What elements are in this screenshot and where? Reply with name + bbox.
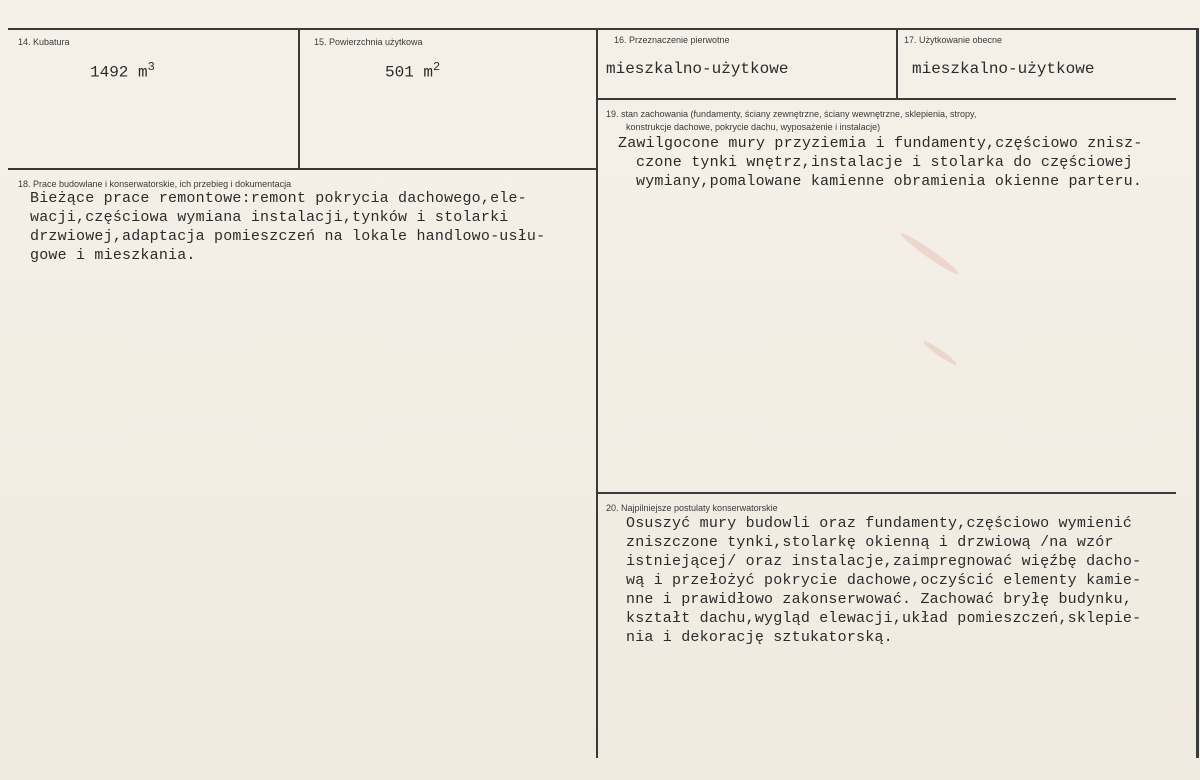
rule-under-14-15 [8,168,598,170]
field-16-value: mieszkalno-użytkowe [606,60,789,78]
usable-area-value: 501 m [385,63,434,82]
divider-14-15 [298,28,300,170]
text-line: wacji,częściowa wymiana instalacji,tynków i stolarki [30,209,509,226]
field-19-label: 19. stan zachowania (fundamenty, ściany zewnętrzne, ściany wewnętrzne, sklepienia, stropy, [606,109,977,119]
divider-16-17 [896,28,898,98]
text-line: czone tynki wnętrz,instalacje i stolarka do częściowej [636,154,1133,171]
cubature-value: 1492 m [90,63,148,82]
field-14-value [90,60,155,81]
field-17-label: 17. Użytkowanie obecne [904,35,1003,45]
text-line: wymiany,pomalowane kamienne obramienia okienne parteru. [636,173,1143,190]
field-20-label: 20. Najpilniejsze postulaty konserwatorskie [606,503,778,513]
text-line: drzwiowej,adaptacja pomieszczeń na lokale handlowo-usłu- [30,228,546,245]
right-edge [1196,28,1199,758]
text-line: Osuszyć mury budowli oraz fundamenty,częściowo wymienić [626,515,1133,532]
text-line: istniejącej/ oraz instalacje,zaimpregnować więźbę dacho- [626,553,1142,570]
paper-stain [922,339,958,367]
divider-main [596,28,598,758]
field-19-label-cont: konstrukcje dachowe, pokrycie dachu, wyposażenie i instalacje) [626,122,881,132]
paper-stain [899,231,961,278]
rule-above-20 [598,492,1176,494]
text-line: Bieżące prace remontowe:remont pokrycia dachowego,ele- [30,190,527,207]
cubature-unit-exponent: 3 [147,60,155,74]
rule-under-16-17 [598,98,1176,100]
text-line: zniszczone tynki,stolarkę okienną i drzwiową /na wzór [626,534,1114,551]
text-line: kształt dachu,wygląd elewacji,układ pomieszczeń,sklepie- [626,610,1142,627]
text-line: wą i przełożyć pokrycie dachowe,oczyścić elementy kamie- [626,572,1142,589]
top-rule [8,28,1198,30]
field-15-value [385,60,440,81]
field-15-label: 15. Powierzchnia użytkowa [314,37,423,47]
field-16-label: 16. Przeznaczenie pierwotne [614,35,730,45]
text-line: nne i prawidłowo zakonserwować. Zachować bryłę budynku, [626,591,1133,608]
area-unit-exponent: 2 [433,60,441,74]
text-line: gowe i mieszkania. [30,247,196,264]
field-17-value: mieszkalno-użytkowe [912,60,1095,78]
field-14-label: 14. Kubatura [18,37,70,47]
field-18-label: 18. Prace budowlane i konserwatorskie, ich przebieg i dokumentacja [18,179,292,189]
text-line: nia i dekorację sztukatorską. [626,629,893,646]
text-line: Zawilgocone mury przyziemia i fundamenty,częściowo znisz- [618,135,1143,152]
